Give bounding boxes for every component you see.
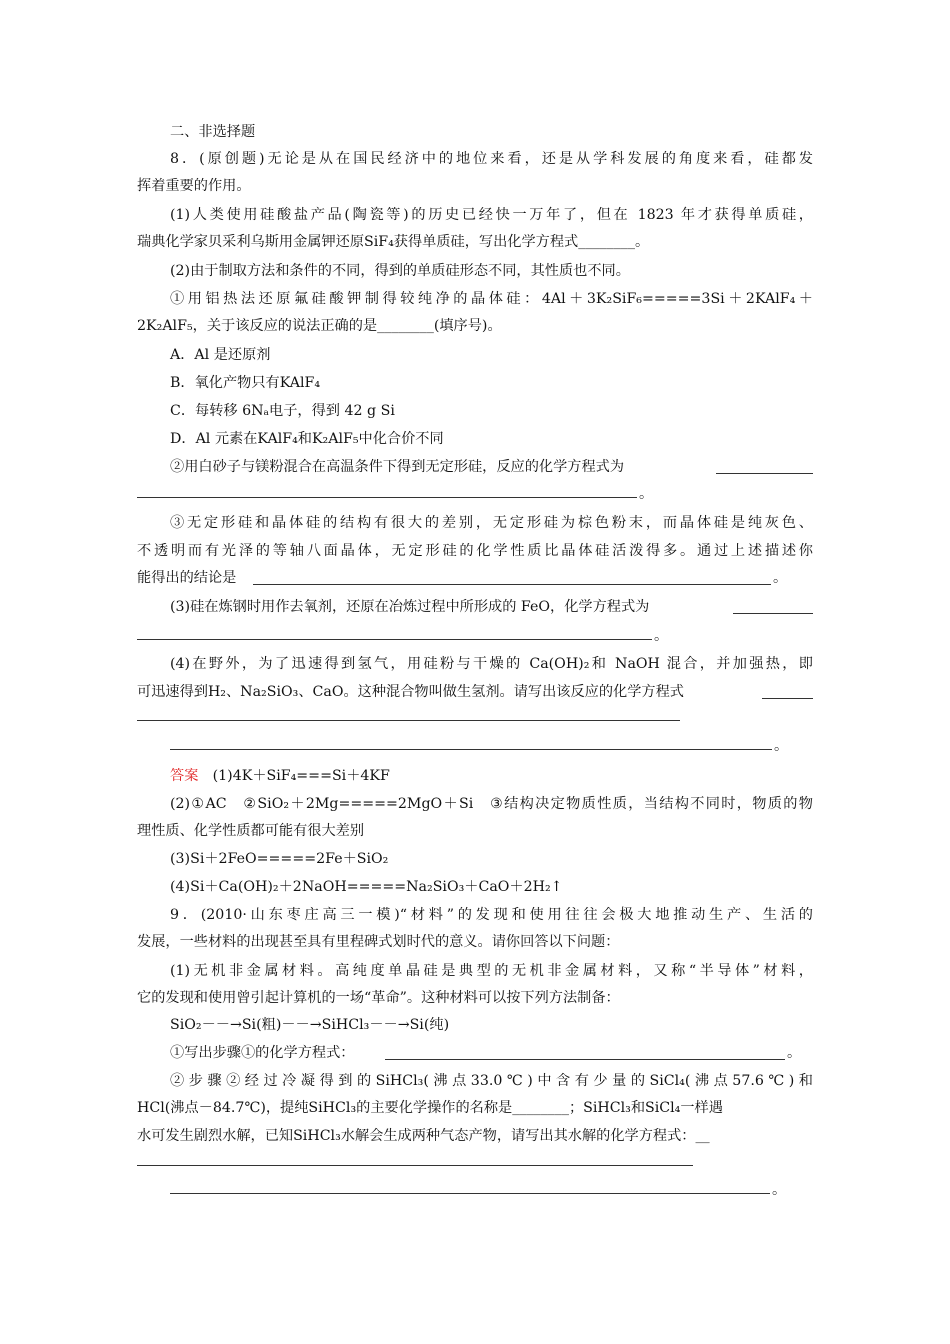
- q8-option-a: A．Al 是还原剂: [170, 347, 271, 363]
- q8-part2c-line1: ③无定形硅和晶体硅的结构有很大的差别，无定形硅为棕色粉末，而晶体硅是纯灰色、: [170, 515, 813, 531]
- answer-part2-line1: (2)①AC ②SiO₂＋2Mg=====2MgO＋Si ③结构决定物质性质，当结构不同时，物质的物: [170, 796, 813, 812]
- answer-part3: (3)Si＋2FeO=====2Fe＋SiO₂: [170, 851, 389, 867]
- q8-part4-line2: 可迅速得到H₂、Na₂SiO₃、CaO。这种混合物叫做生氢剂。请写出该反应的化学方程式: [137, 684, 684, 700]
- q8-stem-line1: 8．(原创题)无论是从在国民经济中的地位来看，还是从学科发展的角度来看，硅都发: [170, 151, 813, 167]
- answer-blank-line[interactable]: [137, 639, 652, 640]
- q9-part1-line1: (1)无机非金属材料。高纯度单晶硅是典型的无机非金属材料，又称“半导体”材料，: [170, 963, 813, 979]
- q8-part2a-line1: ①用铝热法还原氟硅酸钾制得较纯净的晶体硅：4Al＋3K₂SiF₆=====3Si＋2KAlF₄＋: [170, 291, 813, 307]
- answer-blank-line[interactable]: [170, 1193, 770, 1194]
- q8-option-d: D．Al 元素在KAlF₄和K₂AlF₅中化合价不同: [170, 431, 444, 447]
- q8-part2-intro: (2)由于制取方法和条件的不同，得到的单质硅形态不同，其性质也不同。: [170, 263, 630, 279]
- q8-part2c-line3: 能得出的结论是: [137, 570, 237, 586]
- q8-option-c: C．每转移 6Nₐ电子，得到 42 g Si: [170, 403, 395, 419]
- answer-blank-line[interactable]: [137, 1165, 693, 1166]
- q8-part2b-text: ②用白砂子与镁粉混合在高温条件下得到无定形硅，反应的化学方程式为: [170, 459, 625, 475]
- answer-blank-line[interactable]: [253, 584, 771, 585]
- period-mark: 。: [654, 628, 669, 644]
- period-mark: 。: [774, 738, 789, 754]
- period-mark: 。: [787, 1045, 802, 1061]
- answer-blank-line[interactable]: [137, 720, 680, 721]
- q9-stem-line1: 9．(2010·山东枣庄高三一模)“材料”的发现和使用往往会极大地推动生产、生活的: [170, 907, 813, 923]
- answer-label: 答案: [170, 768, 199, 784]
- answer-part1: (1)4K＋SiF₄===Si＋4KF: [212, 768, 390, 784]
- answer-line1: [170, 765, 813, 787]
- q8-part2a-line2: 2K₂AlF₅，关于该反应的说法正确的是________(填序号)。: [137, 318, 502, 334]
- q9-part1-line2: 它的发现和使用曾引起计算机的一场“革命”。这种材料可以按下列方法制备：: [137, 990, 620, 1006]
- q8-part1-line2: 瑞典化学家贝采利乌斯用金属钾还原SiF₄获得单质硅，写出化学方程式________。: [137, 234, 650, 250]
- answer-blank-line[interactable]: [170, 749, 772, 750]
- answer-blank-line[interactable]: [137, 497, 637, 498]
- answer-blank-line[interactable]: [385, 1059, 785, 1060]
- q9-stem-line2: 发展，一些材料的出现甚至具有里程碑式划时代的意义。请你回答以下问题：: [137, 934, 620, 950]
- q9-step2-line1: ②步骤②经过冷凝得到的SiHCl₃(沸点33.0℃)中含有少量的SiCl₄(沸点57.6℃)和: [170, 1073, 813, 1089]
- q8-part2c-line2: 不透明而有光泽的等轴八面晶体，无定形硅的化学性质比晶体硅活泼得多。通过上述描述你: [137, 543, 813, 559]
- answer-part4: (4)Si＋Ca(OH)₂＋2NaOH=====Na₂SiO₃＋CaO＋2H₂↑: [170, 879, 563, 895]
- q8-part1-line1: (1)人类使用硅酸盐产品(陶瓷等)的历史已经快一万年了，但在 1823 年才获得单质硅，: [170, 207, 813, 223]
- q9-step1-text: ①写出步骤①的化学方程式：: [170, 1045, 355, 1061]
- period-mark: 。: [773, 570, 788, 586]
- answer-blank-line[interactable]: [762, 698, 813, 699]
- q9-process-flow: SiO₂－－→Si(粗)－－→SiHCl₃－－→Si(纯): [170, 1017, 450, 1033]
- q8-part3-text: (3)硅在炼钢时用作去氧剂，还原在冶炼过程中所形成的 FeO，化学方程式为: [170, 599, 650, 615]
- q8-stem-line2: 挥着重要的作用。: [137, 178, 251, 194]
- q9-step2-line3: 水可发生剧烈水解，已知SiHCl₃水解会生成两种气态产物，请写出其水解的化学方程式：__: [137, 1128, 710, 1144]
- period-mark: 。: [772, 1182, 787, 1198]
- answer-blank-line[interactable]: [733, 613, 813, 614]
- answer-blank-line[interactable]: [716, 473, 813, 474]
- period-mark: 。: [639, 486, 654, 502]
- q8-option-b: B．氧化产物只有KAlF₄: [170, 375, 321, 391]
- q8-part4-line1: (4)在野外，为了迅速得到氢气，用硅粉与干燥的 Ca(OH)₂和 NaOH 混合，并加强热，即: [170, 656, 813, 672]
- section-title: 二、非选择题: [170, 124, 256, 140]
- q9-step2-line2: HCl(沸点－84.7℃)，提纯SiHCl₃的主要化学操作的名称是________；SiHCl₃和SiCl₄一样遇: [137, 1100, 723, 1116]
- answer-part2-line2: 理性质、化学性质都可能有很大差别: [137, 823, 365, 839]
